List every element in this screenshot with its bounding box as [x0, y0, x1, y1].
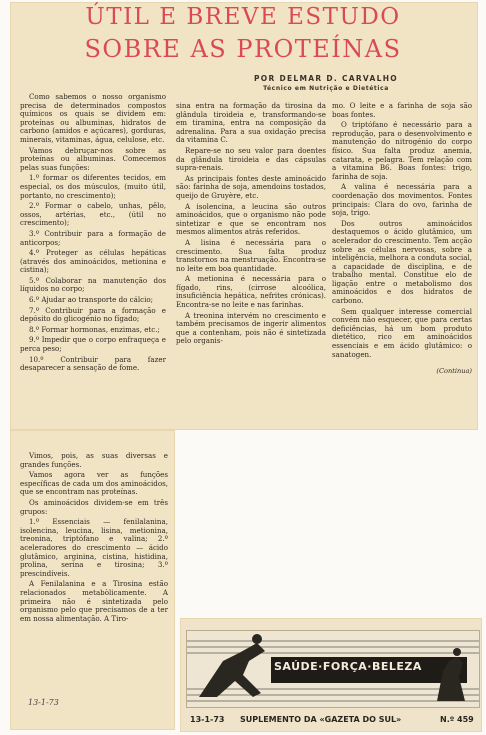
paragraph: 3.º Contribuir para a formação de anticorpos;: [20, 228, 166, 247]
article-title-line2: SOBRE AS PROTEÍNAS: [84, 35, 402, 63]
paragraph: Os aminoácidos dividem-se em três grupos:: [20, 497, 168, 516]
paragraph: Repare-se no seu valor para doentes da glândula tiroideia e das cápsulas supra-renais.: [176, 145, 326, 173]
paragraph: Vimos, pois, as suas diversas e grandes funções.: [20, 451, 168, 469]
paragraph: Dos outros aminoácidos destaquemos o ácido glutâmico, um acelerador do crescimento. Tem acção sobre as células nervosas, sobre a inteligência, melhora a conduta social, a capacidade de disciplina, e de trabalho mental. Constitue elo de ligação entre o metabolismo dos aminoácidos e dos hidratos de carbono.: [332, 218, 472, 306]
footer-date: 13-1-73: [190, 715, 225, 724]
paragraph: 10.º Contribuir para fazer desaparecer a sensação de fome.: [20, 354, 166, 373]
paragraph: 8.º Formar hormonas, enzimas, etc.;: [29, 324, 160, 334]
column-2: [176, 102, 326, 348]
paragraph: 1.º formar os diferentes tecidos, em especial, os dos músculos, (muito útil, portanto, no crescimento);: [20, 173, 166, 200]
footer-issue-number: N.º 459: [440, 715, 474, 724]
paragraph: A isolencina, a leucina são outros aminoácidos, que o organismo não pode sintetizar e que se encontram nos mesmos alimentos atrás referidos.: [176, 201, 326, 237]
footer-supplement: SUPLEMENTO DA «GAZETA DO SUL»: [240, 715, 402, 724]
paragraph: 4.º Proteger as células hepáticas (através dos aminoácidos, metionina e cistina);: [20, 248, 166, 275]
paragraph: sina entra na formação da tirosina da glândula tiroideia e, transformando-se em tiramina, entra na composição da adrenalina. Para a sua oxidação precisa da vitamina C.: [176, 101, 326, 145]
paragraph: 2.º Formar o cabelo, unhas, pêlo, ossos, artérias, etc., (útil no crescimento);: [20, 201, 166, 228]
column-4: [20, 452, 168, 625]
article-title-line1: ÚTIL E BREVE ESTUDO: [85, 4, 401, 30]
paragraph: Vamos agora ver as funções específicas de cada um dos aminoácidos, que se encontram nas proteínas.: [20, 470, 168, 497]
paragraph: A metionina é necessária para o fígado, rins, (cirrose alcoólica, insuficiência hepática, nefrites crónicas). Encontra-se no leite e nas farinhas.: [176, 274, 326, 310]
paragraph: As principais fontes deste aminoácido são: farinha de soja, amendoins tostados, queijo de Gruyère, etc.: [176, 173, 326, 200]
paragraph: Vamos debruçar-nos sobre as proteínas ou albuminas. Comecemos pelas suas funções:: [20, 145, 166, 172]
continued-note: (Continua): [436, 367, 472, 376]
paragraph: mo. O leite e a farinha de soja são boas fontes.: [332, 101, 472, 119]
byline: POR DELMAR D. CARVALHO: [254, 74, 398, 83]
masthead-title: SAÚDE·FORÇA·BELEZA: [274, 660, 422, 673]
paragraph: O triptófano é necessário para a reprodução, para o desenvolvimento e manutenção do nitrogénio do corpo físico. Sua falta produz anemia, catarata, e pelagra. Tem relação com a vitamina B6. Boas fontes: trigo, farinha de soja.: [332, 120, 472, 181]
paragraph: 7.º Contribuir para a formação e depósito do glicogénio no fígado;: [20, 305, 166, 324]
column-1: [20, 93, 166, 375]
paragraph: 1.º Essenciais — fenilalanina, isolencina, leucina, lisina, metionina, treonina, triptófano e valina; 2.º aceleradores do crescimento — ácido glutâmico, arginina, cistina, histidina, prolina, serina e tirosina; 3.º prescindíveis.: [20, 517, 168, 578]
column-3: [332, 102, 472, 376]
paragraph: Como sabemos o nosso organismo precisa de determinados compostos químicos os quais se dividem em: proteínas ou albuminas, hidratos de carbono (amidos e açúcares), gorduras, minerais, vitaminas, água, celulose, etc.: [20, 92, 166, 144]
byline-role: Técnico em Nutrição e Dietética: [263, 85, 389, 92]
paragraph: 5.º Colaborar na manutenção dos líquidos no corpo;: [20, 275, 166, 294]
paragraph: Sem qualquer interesse comercial convém não esquecer, que para certas deficiências, há um bom produto dietético, rico em aminoácidos essenciais e em ácido glutâmico: o sanatogen.: [332, 306, 472, 359]
paragraph: A lisina é necessária para o crescimento. Sua falta produz transtornos na menstruação. Encontra-se no leite em boa quantidade.: [176, 237, 326, 273]
paragraph: A valina é necessária para a coordenação dos movimentos. Fontes principais: Clara do ovo, farinha de soja, trigo.: [332, 182, 472, 218]
paragraph: A Fenilalanina e a Tirosina estão relacionados metabòlicamente. A primeira não é sintetizada pelo organismo pelo que precisamos de a ter em nossa alimentação. A Tiro-: [20, 579, 168, 623]
paragraph: 6.º Ajudar ao transporte do cálcio;: [29, 295, 154, 305]
paragraph: A treonina intervém no crescimento e também precisamos de ingerir alimentos que a contenham, pois não é sintetizada pelo organis-: [176, 310, 326, 346]
paragraph: 9.º Impedir que o corpo enfraqueça e perca peso;: [20, 335, 166, 354]
handwritten-date: 13-1-73: [28, 698, 59, 707]
